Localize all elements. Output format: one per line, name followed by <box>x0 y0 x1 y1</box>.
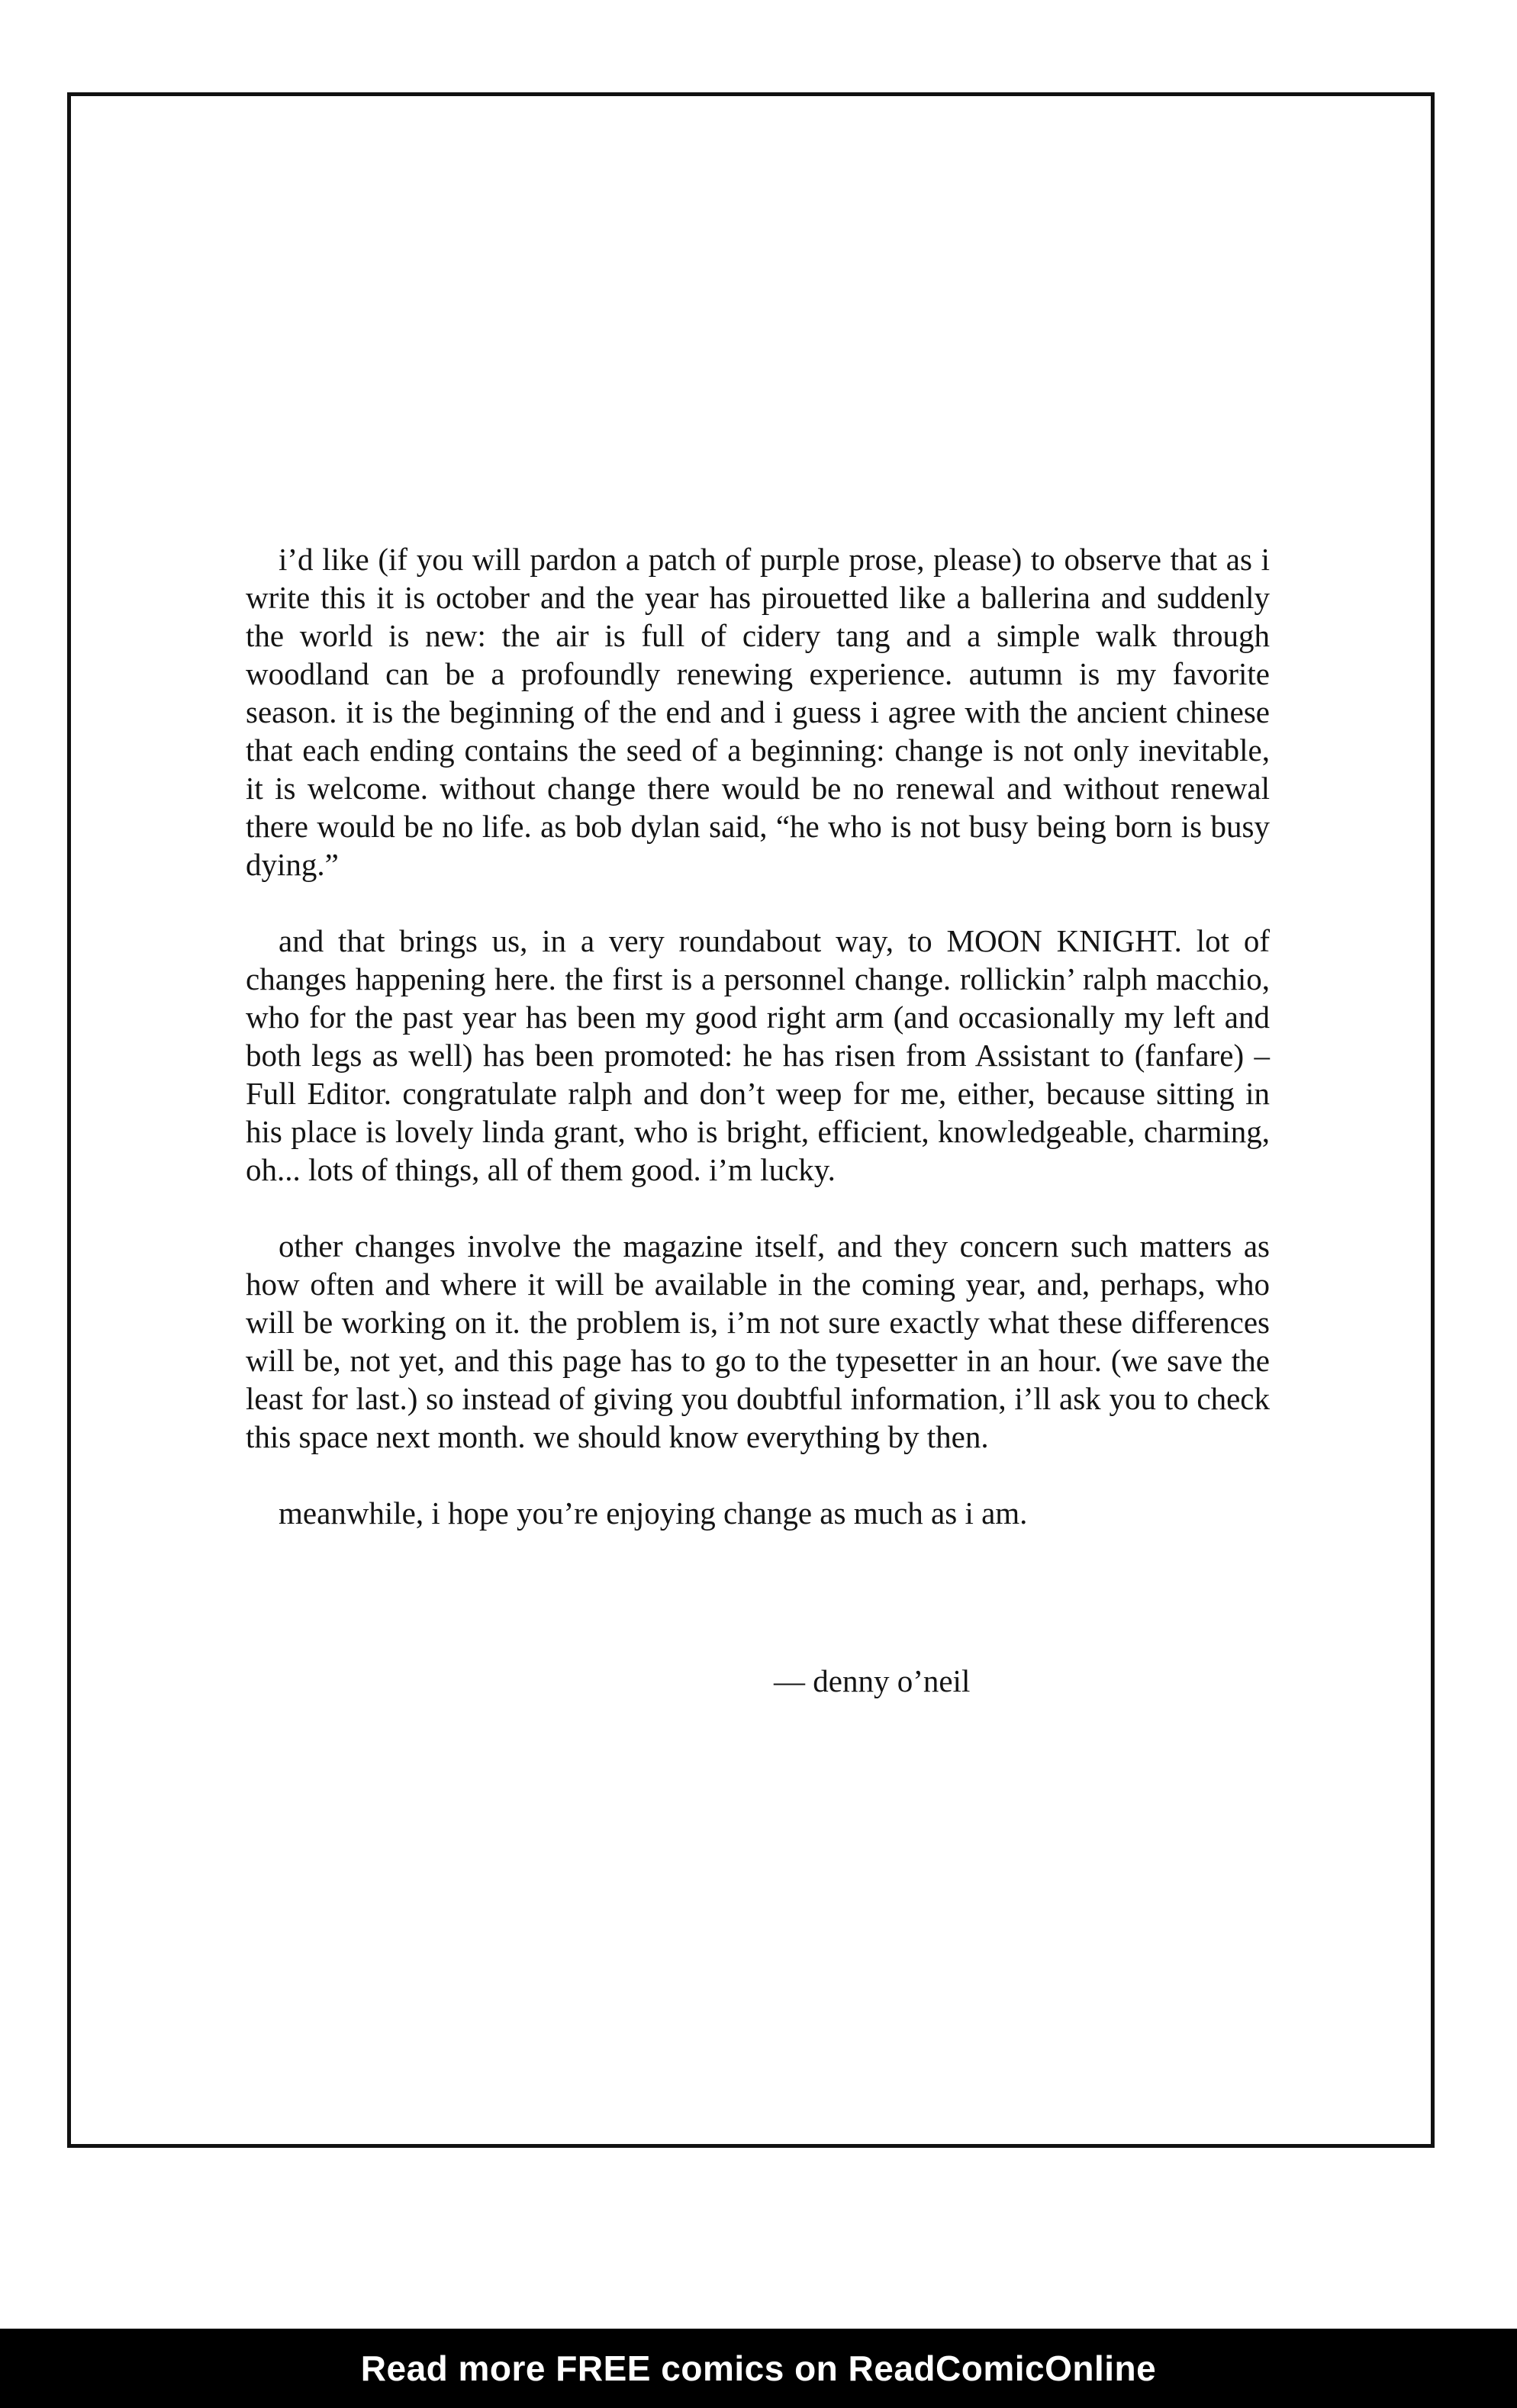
footer-banner-text[interactable]: Read more FREE comics on ReadComicOnline <box>360 2348 1157 2388</box>
letter-paragraph: and that brings us, in a very roundabout way, to MOON KNIGHT. lot of changes happening here. the first is a personnel change. rollickin’ ralph macchio, who for the past year has been my good right arm (and occasionally my left and both legs as well) has been promoted: he has risen from Assistant to (fanfare) – Full Editor. congratulate ralph and don’t weep for me, either, because sitting in his place is lovely linda grant, who is bright, efficient, knowledgeable, charming, oh... lots of things, all of them good. i’m lucky. <box>246 923 1270 1187</box>
letter-paragraph: i’d like (if you will pardon a patch of purple prose, please) to observe that as i write this it is october and the year has pirouetted like a ballerina and suddenly the world is new: the air is full of cidery tang and a simple walk through woodland can be a profoundly renewing experience. autumn is my favorite season. it is the beginning of the end and i guess i agree with the ancient chinese that each ending contains the seed of a beginning: change is not only inevitable, it is welcome. without change there would be no renewal and without renewal there would be no life. as bob dylan said, “he who is not busy being born is busy dying.” <box>246 542 1270 882</box>
letter-paragraph: meanwhile, i hope you’re enjoying change as much as i am. <box>279 1495 1028 1531</box>
letter-paragraph: other changes involve the magazine itself, and they concern such matters as how often and where it will be available in the coming year, and, perhaps, who will be working on it. the problem is, i’m not sure exactly what these differences will be, not yet, and this page has to go to the typesetter in an hour. (we save the least for last.) so instead of giving you doubtful information, i’ll ask you to check this space next month. we should know everything by then. <box>246 1228 1270 1454</box>
letter-signature: — denny o’neil <box>774 1663 971 1698</box>
editorial-letter <box>246 540 1270 1581</box>
footer-banner[interactable] <box>0 2329 1517 2408</box>
